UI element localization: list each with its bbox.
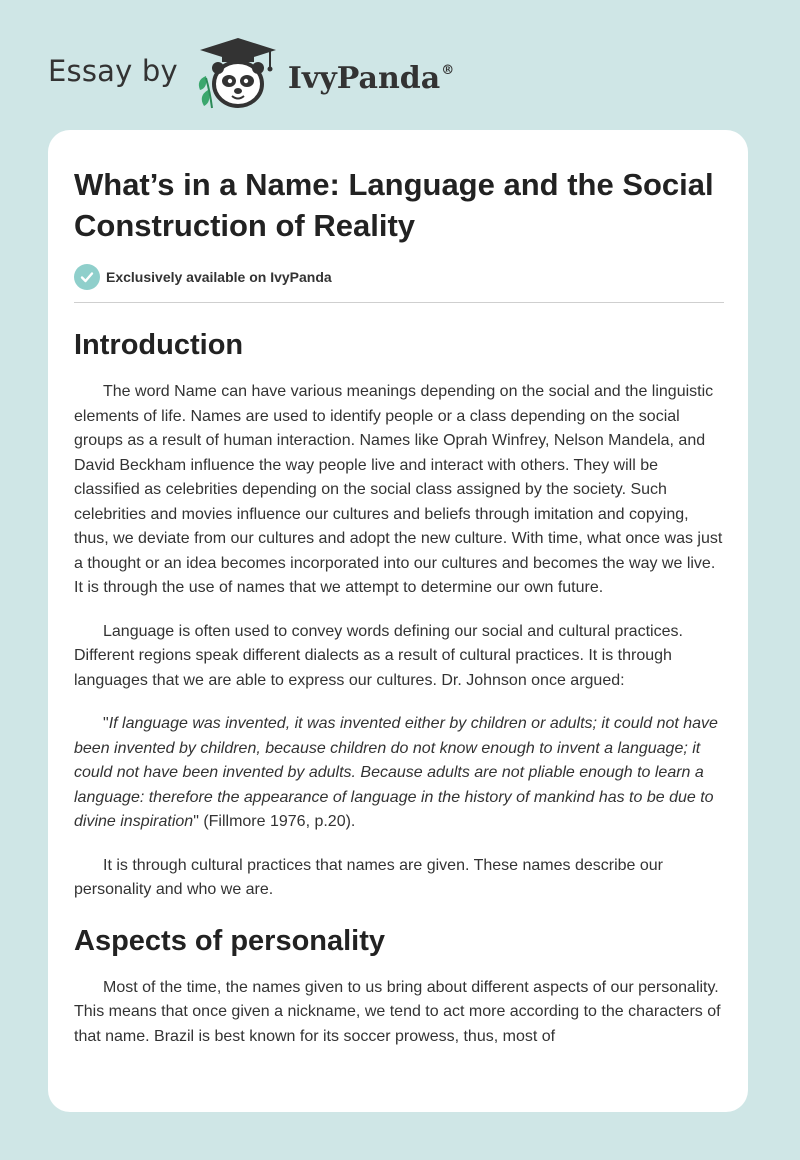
check-icon — [74, 264, 100, 290]
paragraph: It is through cultural practices that names are given. These names describe our personality and who we are. — [74, 856, 663, 898]
section-heading-aspects-of-personality: Aspects of personality — [74, 924, 386, 957]
exclusive-badge — [74, 264, 724, 290]
paragraph: Most of the time, the names given to us bring about different aspects of our personality. This means that once given a nickname, we tend to act more according to the characters of that name. Brazil is best known for its soccer prowess, thus, most of — [74, 978, 721, 1045]
exclusive-badge-text: Exclusively available on IvyPanda — [106, 269, 332, 285]
quote-open-mark: " — [103, 715, 109, 732]
essay-card — [48, 130, 748, 1112]
brand-text: IvyPanda — [287, 60, 441, 96]
paragraph: The word Name can have various meanings depending on the social and the linguistic elements of life. Names are used to identify people or a class depending on the social groups as a result of human interaction. Names like Oprah Winfrey, Nelson Mandela, and David Beckham influence the way people live and interact with others. They will be classified as celebrities depending on the social class assigned by the society. Such celebrities and movies influence our cultures and beliefs through imitation and copying, thus, we deviate from our cultures and adopt the new culture. With time, what once was just a thought or an idea becomes incorporated into our cultures and becomes the way we live. It is through the use of names that we attempt to determine our own future. — [74, 383, 723, 596]
essay-title: What’s in a Name: Language and the Social Construction of Reality — [74, 167, 714, 243]
ivypanda-logo-icon[interactable] — [192, 36, 284, 112]
brand-name[interactable] — [288, 61, 454, 96]
trademark-mark: ® — [441, 62, 455, 78]
quote-citation: " (Fillmore 1976, p.20). — [193, 813, 356, 830]
section-heading-introduction: Introduction — [74, 329, 244, 361]
essay-content — [74, 164, 724, 1049]
quote-text: If language was invented, it was invented either by children or adults; it could not have been invented by children, because children do not know enough to invent a language; it could not have been invented by adults. Because adults are not pliable enough to learn a language: therefore the appearance of language in the history of mankind has to be due to divine inspiration — [74, 715, 718, 830]
essay-by-label: Essay by — [48, 54, 178, 88]
block-quote — [74, 712, 724, 835]
site-header — [48, 34, 454, 114]
title-divider — [74, 302, 724, 303]
paragraph: Language is often used to convey words defining our social and cultural practices. Different regions speak different dialects as a result of cultural practices. It is through languages that we are able to express our cultures. Dr. Johnson once argued: — [74, 622, 683, 689]
